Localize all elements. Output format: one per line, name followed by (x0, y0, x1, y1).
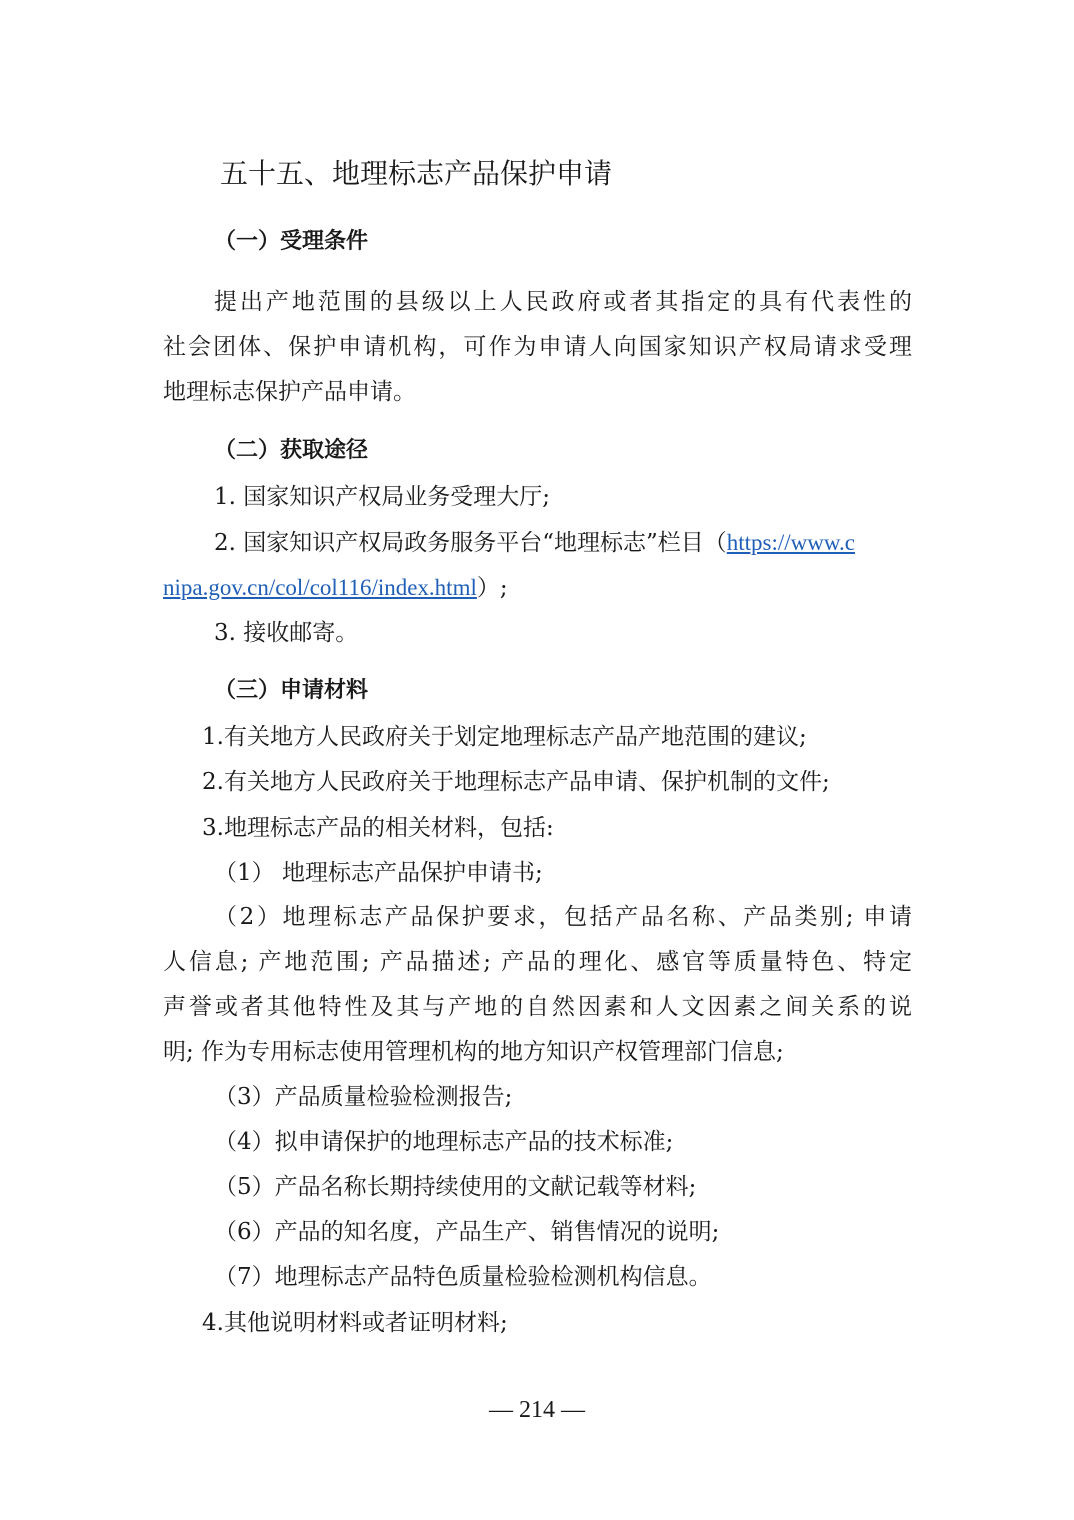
page-title: 五十五、地理标志产品保护申请 (220, 157, 613, 190)
cnipa-link-cont[interactable]: nipa.gov.cn/col/col116/index.html (163, 575, 477, 600)
page-number: — 214 — (489, 1397, 585, 1423)
material-sub-1: （1） 地理标志产品保护申请书; (214, 860, 543, 886)
section-heading-channels: （二）获取途径 (214, 438, 369, 463)
conditions-para-line-2: 社会团体、保护申请机构，可作为申请人向国家知识产权局请求受理 (163, 334, 912, 360)
material-item-1: 1.有关地方人民政府关于划定地理标志产品产地范围的建议; (202, 724, 807, 750)
conditions-para-line-3: 地理标志保护产品申请。 (163, 379, 416, 405)
material-sub-4: （4）拟申请保护的地理标志产品的技术标准; (214, 1129, 674, 1155)
section-heading-conditions: （一）受理条件 (214, 229, 369, 254)
channel-item-2-text: 2. 国家知识产权局政务服务平台“地理标志”栏目（ (214, 530, 727, 556)
material-item-3: 3.地理标志产品的相关材料，包括: (202, 815, 554, 841)
material-sub-2-line-2: 人信息; 产地范围; 产品描述; 产品的理化、感官等质量特色、特定 (163, 949, 912, 975)
channel-item-1: 1. 国家知识产权局业务受理大厅; (214, 484, 551, 510)
material-sub-2-line-1: （2）地理标志产品保护要求，包括产品名称、产品类别; 申请 (214, 904, 912, 930)
material-item-4: 4.其他说明材料或者证明材料; (202, 1310, 508, 1336)
cnipa-link[interactable]: https://www.c (726, 530, 855, 555)
material-sub-7: （7）地理标志产品特色质量检验检测机构信息。 (214, 1264, 712, 1290)
material-sub-5: （5）产品名称长期持续使用的文献记载等材料; (214, 1174, 697, 1200)
material-item-2: 2.有关地方人民政府关于地理标志产品申请、保护机制的文件; (202, 769, 830, 795)
material-sub-2-line-3: 声誉或者其他特性及其与产地的自然因素和人文因素之间关系的说 (163, 994, 912, 1020)
channel-item-2-cont (163, 573, 508, 603)
section-heading-materials: （三）申请材料 (214, 678, 369, 703)
channel-item-3: 3. 接收邮寄。 (214, 620, 359, 646)
channel-item-2 (214, 528, 912, 558)
channel-item-2-suffix: ）; (476, 575, 508, 601)
conditions-para-line-1: 提出产地范围的县级以上人民政府或者其指定的具有代表性的 (214, 289, 912, 315)
material-sub-6: （6）产品的知名度，产品生产、销售情况的说明; (214, 1219, 720, 1245)
material-sub-3: （3）产品质量检验检测报告; (214, 1084, 513, 1110)
material-sub-2-line-4: 明; 作为专用标志使用管理机构的地方知识产权管理部门信息; (163, 1039, 784, 1065)
